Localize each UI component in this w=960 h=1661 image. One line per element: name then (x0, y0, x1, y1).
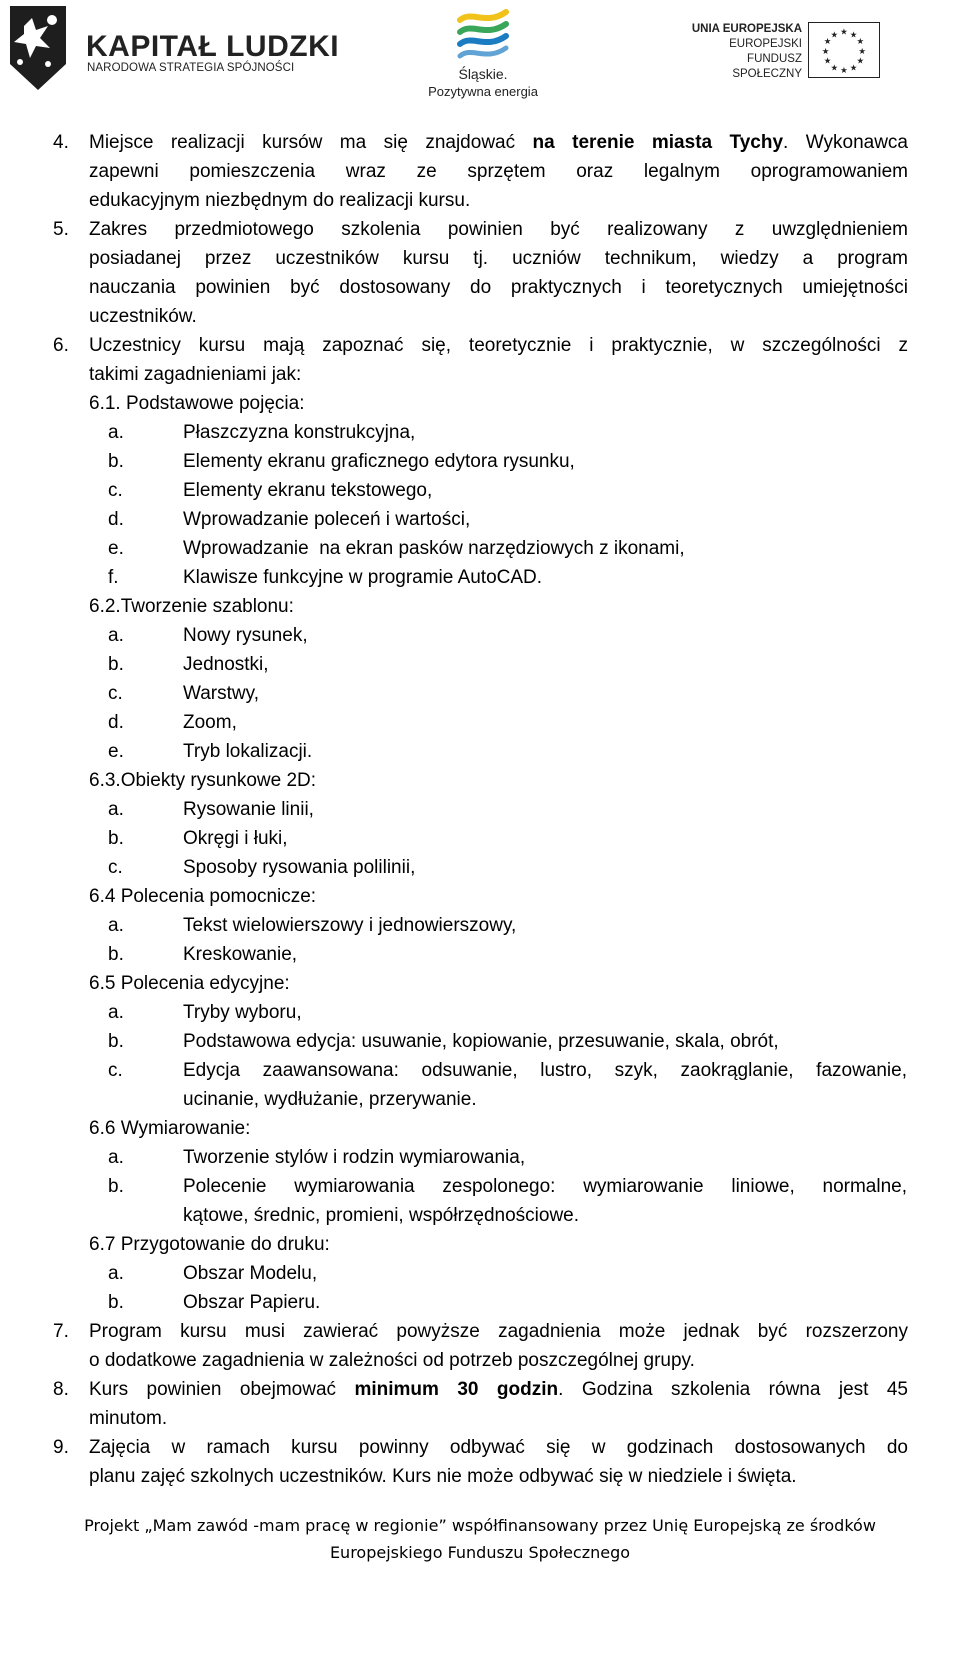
list-item: Zoom, (183, 712, 237, 733)
item-number: 6. (53, 335, 69, 356)
svg-text:★: ★ (823, 55, 832, 66)
list-item-label: a. (108, 422, 124, 443)
item-number: 9. (53, 1437, 69, 1458)
list-item: Nowy rysunek, (183, 625, 308, 646)
p7-line-1: Program kursu musi zawierać powyższe zagadnienia może jednak być rozszerzony (89, 1321, 908, 1342)
list-item: Wprowadzanie poleceń i wartości, (183, 509, 471, 530)
list-item-label: b. (108, 451, 124, 472)
ue-line-1: UNIA EUROPEJSKA (691, 23, 802, 35)
p6-line-2: takimi zagadnieniami jak: (89, 364, 302, 385)
slaskie-logo (418, 6, 548, 104)
list-item: Tekst wielowierszowy i jednowierszowy, (183, 915, 517, 936)
list-item-label: b. (108, 828, 124, 849)
section-6-6-heading: 6.6 Wymiarowanie: (89, 1118, 251, 1139)
p5-line-2: posiadanej przez uczestników kursu tj. uczniów technikum, wiedzy a program (89, 248, 908, 269)
list-item-label: c. (108, 683, 123, 704)
svg-text:★: ★ (823, 36, 832, 47)
p7-line-2: o dodatkowe zagadnienia w zależności od potrzeb poszczególnej grupy. (89, 1350, 695, 1371)
footer-line-2: Europejskiego Funduszu Społecznego (329, 1543, 631, 1562)
item-number: 4. (53, 132, 69, 153)
item-number: 7. (53, 1321, 69, 1342)
list-item-label: a. (108, 915, 124, 936)
p8-line-1: Kurs powinien obejmować minimum 30 godzin. Godzina szkolenia równa jest 45 (89, 1379, 908, 1400)
list-item-label: a. (108, 1002, 124, 1023)
svg-text:★: ★ (849, 29, 858, 40)
kapital-ludzki-emblem-icon (4, 4, 72, 92)
list-item: Okręgi i łuki, (183, 828, 288, 849)
p5-line-3: nauczania powinien być dostosowany do praktycznych i teoretycznych umiejętności (89, 277, 908, 298)
kapital-ludzki-title: KAPITAŁ LUDZKI (86, 30, 340, 63)
eu-flag-icon (808, 22, 880, 78)
list-item-label: d. (108, 712, 124, 733)
section-6-3-heading: 6.3.Obiekty rysunkowe 2D: (89, 770, 317, 791)
svg-text:★: ★ (858, 45, 867, 56)
list-item: Warstwy, (183, 683, 259, 704)
list-item-label: d. (108, 509, 124, 530)
list-item: Płaszczyzna konstrukcyjna, (183, 422, 416, 443)
list-item: Wprowadzanie na ekran pasków narzędziowych z ikonami, (183, 538, 685, 559)
svg-text:★: ★ (821, 45, 830, 56)
section-6-1-heading: 6.1. Podstawowe pojęcia: (89, 393, 305, 414)
p5-line-4: uczestników. (89, 306, 197, 327)
footer-line-1: Projekt „Mam zawód -mam pracę w regionie” współfinansowany przez Unię Europejską ze środków (84, 1516, 876, 1535)
ue-line-2: EUROPEJSKI (729, 38, 802, 50)
svg-text:★: ★ (856, 55, 865, 66)
ue-efs-logo (680, 22, 950, 92)
p4-line-1: Miejsce realizacji kursów ma się znajdować na terenie miasta Tychy. Wykonawca (89, 132, 908, 153)
list-item: Polecenie wymiarowania zespolonego: wymiarowanie liniowe, normalne, (183, 1176, 907, 1197)
p5-line-1: Zakres przedmiotowego szkolenia powinien być realizowany z uwzględnieniem (89, 219, 908, 240)
svg-text:★: ★ (856, 36, 865, 47)
list-item: Edycja zaawansowana: odsuwanie, lustro, szyk, zaokrąglanie, fazowanie, (183, 1060, 907, 1081)
list-item-label: a. (108, 1263, 124, 1284)
list-item-continuation: ucinanie, wydłużanie, przerywanie. (183, 1089, 477, 1110)
p9-line-1: Zajęcia w ramach kursu powinny odbywać się w godzinach dostosowanych do (89, 1437, 908, 1458)
list-item: Elementy ekranu tekstowego, (183, 480, 433, 501)
kapital-ludzki-subtitle: NARODOWA STRATEGIA SPÓJNOŚCI (87, 62, 295, 74)
page-footer (0, 1512, 960, 1566)
p6-line-1: Uczestnicy kursu mają zapoznać się, teoretycznie i praktycznie, w szczególności z (89, 335, 908, 356)
list-item-label: c. (108, 857, 123, 878)
section-6-2-heading: 6.2.Tworzenie szablonu: (89, 596, 294, 617)
list-item-label: c. (108, 480, 123, 501)
list-item-label: e. (108, 741, 124, 762)
list-item-label: a. (108, 799, 124, 820)
list-item-label: a. (108, 1147, 124, 1168)
list-item: Obszar Modelu, (183, 1263, 318, 1284)
svg-text:★: ★ (840, 26, 848, 37)
list-item: Klawisze funkcyjne w programie AutoCAD. (183, 567, 543, 588)
list-item-label: b. (108, 654, 124, 675)
list-item-label: b. (108, 944, 124, 965)
list-item: Tryby wyboru, (183, 1002, 302, 1023)
slaskie-tagline: Pozytywna energia (428, 84, 538, 99)
p9-line-2: planu zajęć szkolnych uczestników. Kurs nie może odbywać się w niedziele i święta. (89, 1466, 797, 1487)
svg-text:★: ★ (849, 62, 858, 73)
p4-line-2: zapewni pomieszczenia wraz ze sprzętem oraz legalnym oprogramowaniem (89, 161, 908, 182)
svg-text:★: ★ (830, 62, 839, 73)
list-item: Obszar Papieru. (183, 1292, 321, 1313)
list-item-label: b. (108, 1292, 124, 1313)
list-item: Sposoby rysowania polilinii, (183, 857, 416, 878)
ue-line-3: FUNDUSZ SPOŁECZNY (732, 53, 802, 80)
section-6-4-heading: 6.4 Polecenia pomocnicze: (89, 886, 317, 907)
item-number: 8. (53, 1379, 69, 1400)
list-item-label: b. (108, 1176, 124, 1197)
list-item-label: b. (108, 1031, 124, 1052)
list-item: Tryb lokalizacji. (183, 741, 313, 762)
p4-line-3: edukacyjnym niezbędnym do realizacji kursu. (89, 190, 471, 211)
section-6-7-heading: 6.7 Przygotowanie do druku: (89, 1234, 330, 1255)
list-item: Rysowanie linii, (183, 799, 314, 820)
list-item: Kreskowanie, (183, 944, 298, 965)
list-item: Jednostki, (183, 654, 269, 675)
list-item-continuation: kątowe, średnic, promieni, współrzędnościowe. (183, 1205, 580, 1226)
list-item: Tworzenie stylów i rodzin wymiarowania, (183, 1147, 526, 1168)
slaskie-waves-icon (456, 6, 510, 66)
list-item: Podstawowa edycja: usuwanie, kopiowanie, przesuwanie, skala, obrót, (183, 1031, 779, 1052)
item-number: 5. (53, 219, 69, 240)
list-item-label: e. (108, 538, 124, 559)
ue-text (680, 22, 802, 82)
p8-line-2: minutom. (89, 1408, 168, 1429)
section-6-5-heading: 6.5 Polecenia edycyjne: (89, 973, 290, 994)
svg-text:★: ★ (830, 29, 839, 40)
list-item-label: c. (108, 1060, 123, 1081)
page-header (0, 0, 960, 110)
kapital-ludzki-logo (4, 4, 340, 96)
svg-text:★: ★ (840, 65, 848, 76)
list-item-label: f. (108, 567, 119, 588)
list-item-label: a. (108, 625, 124, 646)
slaskie-name: Śląskie. (458, 66, 508, 82)
list-item: Elementy ekranu graficznego edytora rysunku, (183, 451, 575, 472)
